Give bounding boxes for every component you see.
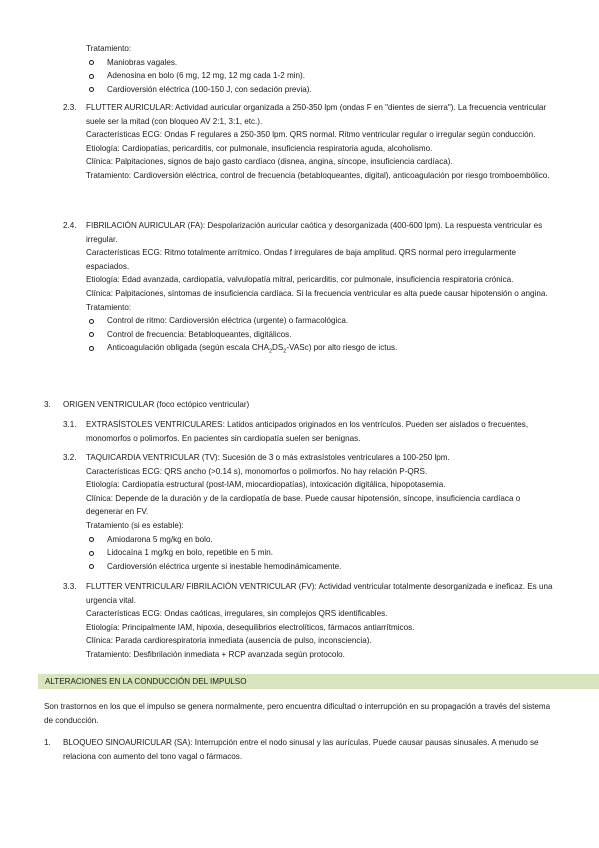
- list-item: Adenosina en bolo (6 mg, 12 mg, 12 mg cada 1-2 min).: [86, 69, 546, 83]
- treatment-label: Tratamiento:: [86, 302, 132, 312]
- section-3-heading: [0, 398, 599, 412]
- etiology-text: Etiología: Edad avanzada, cardiopatía, valvulopatía mitral, pericarditis, cor pulmonale, insuficiencia respiratoria crónica.: [86, 275, 514, 285]
- ecg-text: Características ECG: Ondas F regulares a 250-350 lpm. QRS normal. Ritmo ventricular regular o irregular según conducción.: [86, 130, 536, 140]
- ecg-text: Características ECG: QRS ancho (>0.14 s), monomorfos o polimorfos. No hay relación P-QRS.: [86, 466, 428, 476]
- section-3-1: [63, 418, 555, 445]
- clinic-text: Clínica: Parada cardiorespiratoria inmediata (ausencia de pulso, inconsciencia).: [86, 636, 372, 646]
- item-number: 1.: [44, 738, 51, 747]
- section-heading: FIBRILACIÓN AURICULAR (FA): Despolarización auricular caótica y desorganizada (400-600 lpm). La respuesta ventricular es irregular.: [86, 221, 543, 244]
- svt-treatment-block: [86, 42, 546, 96]
- clinic-text: Clínica: Palpitaciones, síntomas de insuficiencia cardíaca. Si la frecuencia ventricular es alta puede causar hipotensión o angina.: [86, 288, 548, 298]
- section-number: 3.3.: [63, 582, 77, 591]
- list-item: Control de frecuencia: Betabloqueantes, digitálicos.: [86, 328, 555, 342]
- intro-text: Son trastornos en los que el impulso se genera normalmente, pero encuentra dificultad o interrupción en su propagación a través del sistema de conducción.: [44, 702, 551, 725]
- ecg-text: Características ECG: Ritmo totalmente arrítmico. Ondas f irregulares de baja amplitud. QRS normal pero irregularmente espaciados.: [86, 248, 517, 271]
- list-item: Cardioversión eléctrica urgente si inestable hemodinámicamente.: [86, 560, 555, 574]
- clinic-text: Clínica: Palpitaciones, signos de bajo gasto cardíaco (disnea, angina, síncope, insuficiencia cardíaca).: [86, 157, 453, 167]
- list-item: Maniobras vagales.: [86, 56, 546, 70]
- list-item: Anticoagulación obligada (según escala $CHA_2DS_2-VASc$) por alto riesgo de ictus.: [86, 341, 555, 355]
- section-number: 3.1.: [63, 420, 77, 429]
- section-heading: EXTRASÍSTOLES VENTRICULARES: Latidos anticipados originados en los ventrículos. Pueden ser aislados o frecuentes, monomorfos o polimorfos. En pacientes sin cardiopatía suelen ser benignas.: [86, 420, 529, 443]
- item-text: BLOQUEO SINOAURICULAR (SA): Interrupción entre el nodo sinusal y las aurículas. Puede causar pausas sinusales. A menudo se relaciona con aumento del tono vagal o fármacos.: [63, 738, 539, 761]
- list-item: Control de ritmo: Cardioversión eléctrica (urgente) o farmacológica.: [86, 314, 555, 328]
- treatment-list: [86, 314, 555, 355]
- ecg-text: Características ECG: Ondas caóticas, irregulares, sin complejos QRS identificables.: [86, 609, 388, 619]
- section-number: 3.: [44, 400, 51, 409]
- section-title: ORIGEN VENTRICULAR (foco ectópico ventricular): [63, 400, 250, 409]
- treatment-text: Tratamiento: Cardioversión eléctrica, control de frecuencia (betabloqueantes, digital), anticoagulación por riesgo tromboembólico.: [86, 170, 550, 180]
- section-3-2: [63, 451, 555, 573]
- treatment-list: [86, 56, 546, 97]
- list-item: Amiodarona 5 mg/kg en bolo.: [86, 533, 555, 547]
- section-3-3: [63, 580, 555, 662]
- section-number: 2.4.: [63, 221, 77, 230]
- treatment-list: [86, 533, 555, 574]
- etiology-text: Etiología: Cardiopatía estructural (post-IAM, miocardiopatías), intoxicación digitálica, hipopotasemia.: [86, 480, 446, 490]
- section-heading: FLUTTER AURICULAR: Actividad auricular organizada a 250-350 lpm (ondas F en "dientes de sierra"). La frecuencia ventricular suele ser la mitad (con bloqueo AV 2:1, 3:1, etc.).: [86, 103, 547, 126]
- conduction-item-1: [44, 736, 556, 763]
- section-number: 3.2.: [63, 453, 77, 462]
- etiology-text: Etiología: Principalmente IAM, hipoxia, desequilibrios electrolíticos, fármacos antiarrítmicos.: [86, 622, 415, 632]
- list-item: Lidocaína 1 mg/kg en bolo, repetible en 5 min.: [86, 546, 555, 560]
- etiology-text: Etiología: Cardiopatías, pericarditis, cor pulmonale, insuficiencia respiratoria aguda, alcoholismo.: [86, 143, 433, 153]
- section-2-4: [63, 219, 555, 355]
- treatment-text: Tratamiento: Desfibrilación inmediata + RCP avanzada según protocolo.: [86, 649, 345, 659]
- section-band-title: ALTERACIONES EN LA CONDUCCIÓN DEL IMPULSO: [45, 677, 247, 686]
- clinic-text: Clínica: Depende de la duración y de la cardiopatía de base. Puede causar hipotensión, síncope, insuficiencia cardíaca o degenerar en FV.: [86, 493, 521, 517]
- section-number: 2.3.: [63, 103, 77, 112]
- section-2-3: [63, 101, 555, 183]
- section-heading: FLUTTER VENTRICULAR/ FIBRILACIÓN VENTRICULAR (FV): Actividad ventricular totalmente desorganizada e ineficaz. Es una urgencia vital.: [86, 582, 553, 605]
- section-heading: TAQUICARDIA VENTRICULAR (TV): Sucesión de 3 o más extrasístoles ventriculares a 100-250 lpm.: [86, 453, 450, 462]
- treatment-label: Tratamiento (si es estable):: [86, 520, 184, 530]
- treatment-label: Tratamiento:: [86, 44, 132, 53]
- list-item: Cardioversión eléctrica (100-150 J, con sedación previa).: [86, 83, 546, 97]
- conduction-intro: [44, 700, 556, 727]
- section-band: [38, 674, 599, 689]
